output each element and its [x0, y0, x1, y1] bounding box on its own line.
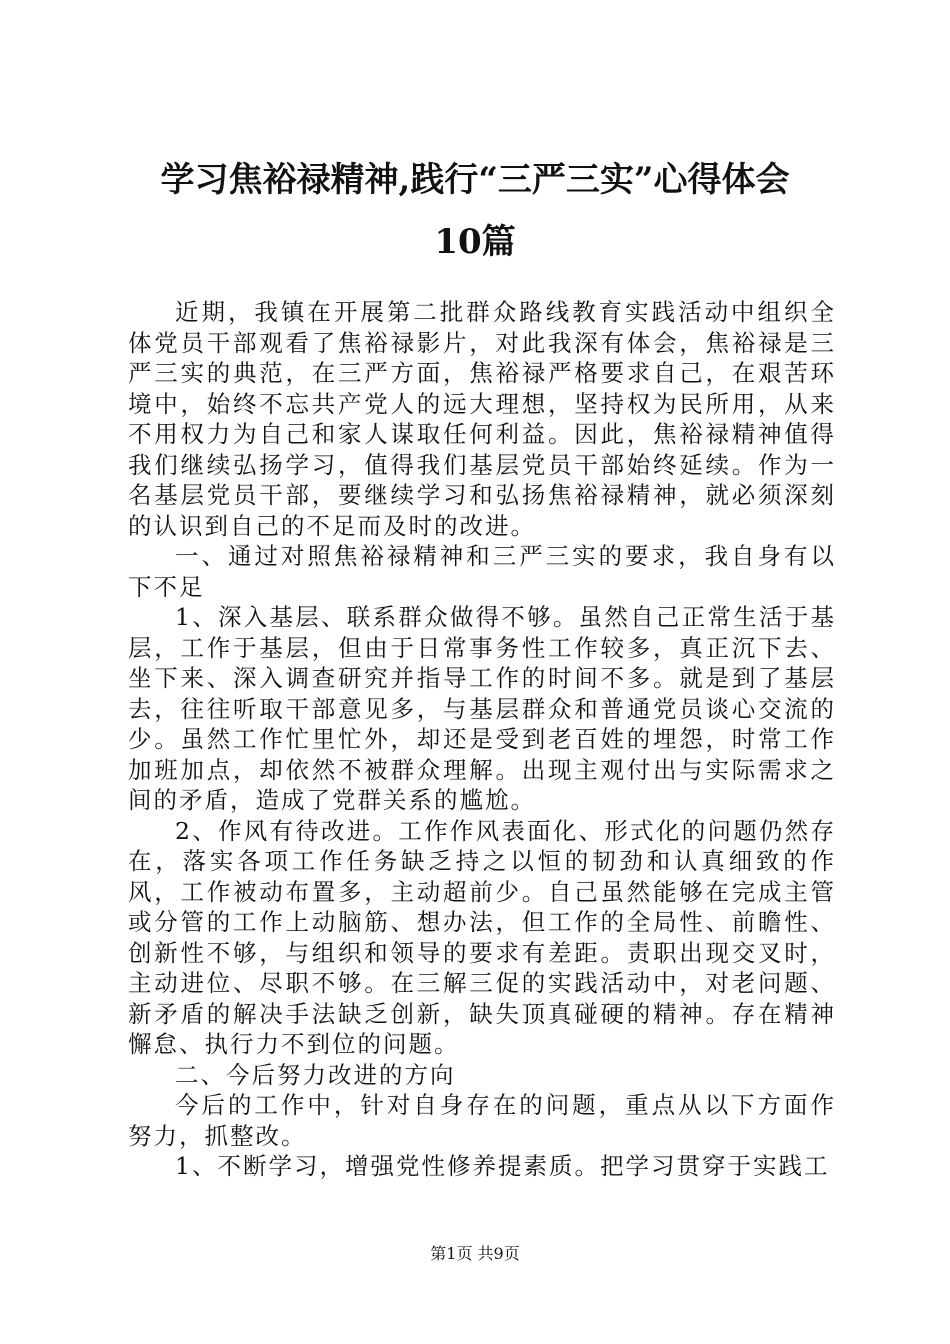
section-heading-improvement: 二、今后努力改进的方向: [175, 1060, 456, 1089]
section-heading-shortcomings: 一、通过对照焦裕禄精神和三严三实的要求，我自身有以下不足: [128, 542, 836, 601]
paragraph-intro: 近期，我镇在开展第二批群众路线教育实践活动中组织全体党员干部观看了焦裕禄影片，对此我深有体会，焦裕禄是三严三实的典范，在三严方面，焦裕禄严格要求自己，在艰苦环境中，始终不忘共产党人的远大理想，坚持权为民所用，从来不用权力为自己和家人谋取任何利益。因此，焦裕禄精神值得我们继续弘扬学习，值得我们基层党员干部始终延续。作为一名基层党员干部，要继续学习和弘扬焦裕禄精神，就必须深刻的认识到自己的不足而及时的改进。: [128, 298, 836, 540]
document-title-line1: 学习焦裕禄精神,践行“三严三实”心得体会: [160, 160, 790, 200]
paragraph-improvement-intro: 今后的工作中，针对自身存在的问题，重点从以下方面作努力，抓整改。: [128, 1091, 836, 1150]
page-number-footer: 第1页 共9页: [430, 1244, 520, 1263]
paragraph-point-2: 2、作风有待改进。工作作风表面化、形式化的问题仍然存在，落实各项工作任务缺乏持之以恒的韧劲和认真细致的作风，工作被动布置多，主动超前少。自己虽然能够在完成主管或分管的工作上动脑筋、想办法，但工作的全局性、前瞻性、创新性不够，与组织和领导的要求有差距。责职出现交叉时，主动进位、尽职不够。在三解三促的实践活动中，对老问题、新矛盾的解决手法缺乏创新，缺失顶真碰硬的精神。存在精神懈怠、执行力不到位的问题。: [128, 816, 836, 1058]
document-body: [128, 297, 836, 1182]
paragraph-improvement-1: 1、不断学习，增强党性修养提素质。把学习贯穿于实践工: [175, 1152, 830, 1180]
document-title-line2: 10篇: [434, 222, 516, 262]
paragraph-point-1: 1、深入基层、联系群众做得不够。虽然自己正常生活于基层，工作于基层，但由于日常事务性工作较多，真正沉下去、坐下来、深入调查研究并指导工作的时间不多。就是到了基层去，往往听取干部意见多，与基层群众和普通党员谈心交流的少。虽然工作忙里忙外，却还是受到老百姓的埋怨，时常工作加班加点，却依然不被群众理解。出现主观付出与实际需求之间的矛盾，造成了党群关系的尴尬。: [128, 603, 836, 814]
